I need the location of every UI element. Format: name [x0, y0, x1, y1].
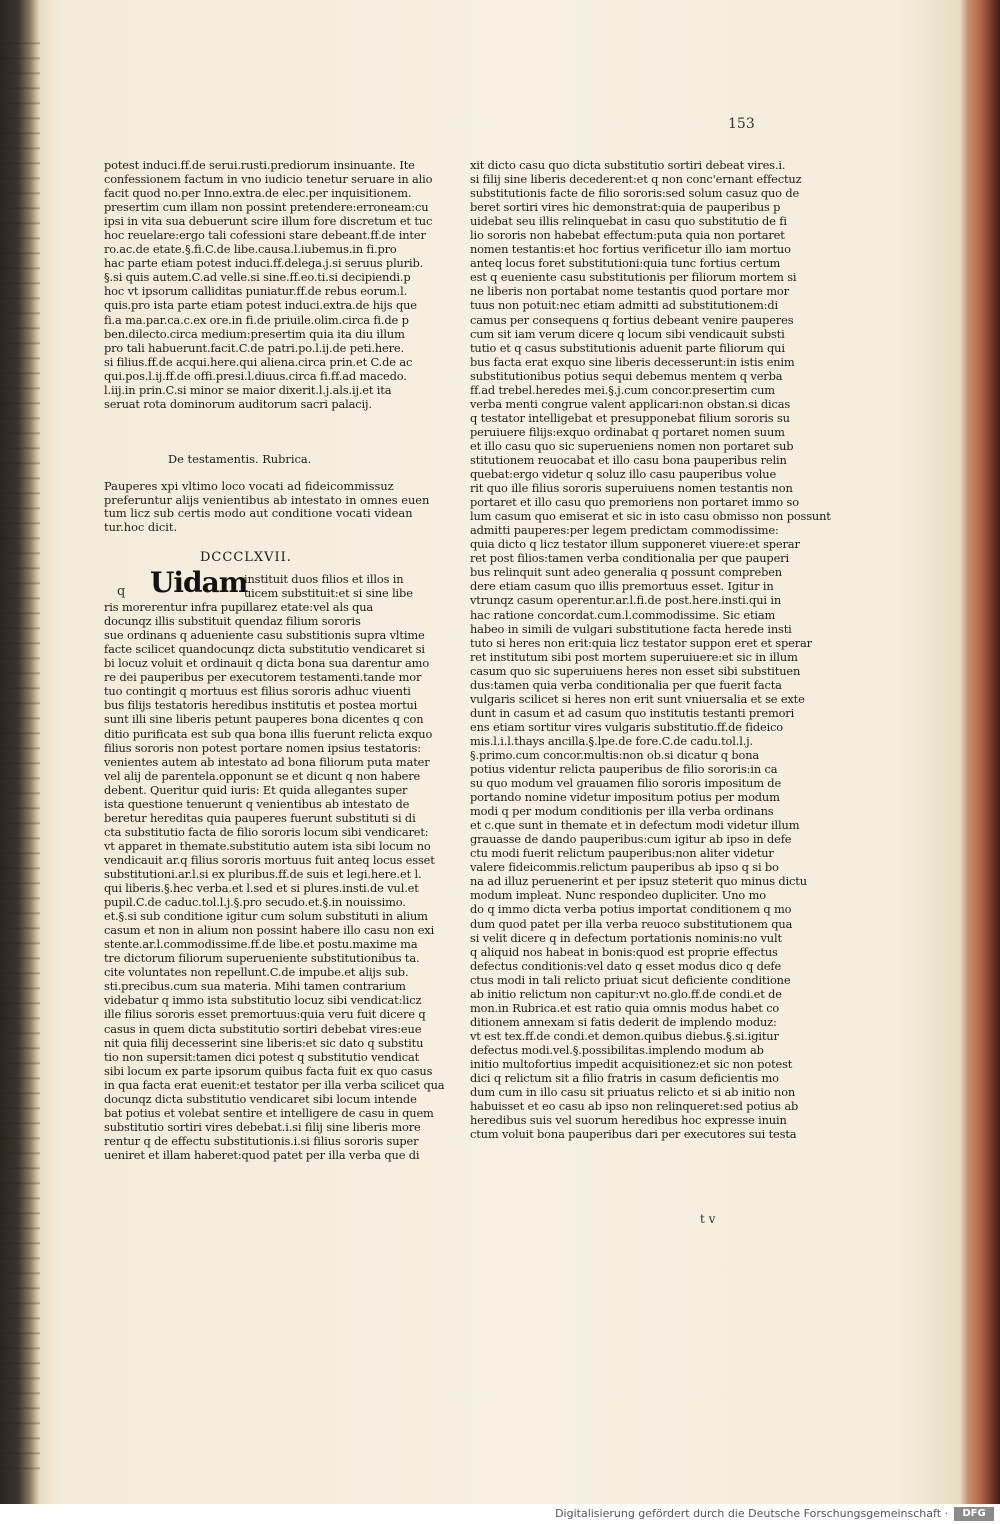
text-line: tuo contingit q mortuus est filius sororis adhuc viuenti [104, 684, 411, 699]
text-line: rit quo ille filius sororis superuiuens nomen testantis non [470, 481, 793, 496]
text-line: hac parte etiam potest induci.ff.delega.j.si seruus plurib. [104, 256, 424, 271]
text-line: mon.in Rubrica.et est ratio quia omnis modus habet co [470, 1000, 780, 1015]
text-line: vulgaris scilicet si heres non erit sunt vniuersalia et se exte [470, 691, 805, 706]
text-line: do q immo dicta verba potius importat conditionem q mo [470, 902, 792, 917]
text-line: nomen testantis:et hoc fortius verificetur illo iam mortuo [470, 242, 791, 257]
text-line: uidebat seu illis relinquebat in casu quo substitutio de fi [470, 214, 787, 229]
text-line: q testator intelligebat et presupponebat filium sororis su [470, 410, 790, 425]
text-line: quia dicto q licz testator illum supponeret viuere:et sperar [470, 537, 800, 552]
text-line: qui.pos.l.ij.ff.de offi.presi.l.diuus.circa fi.ff.ad macedo. [104, 368, 407, 383]
text-line: si velit dicere q in defectum portationis nominis:no vult [470, 930, 782, 945]
text-line: fi.a ma.par.ca.c.ex ore.in fi.de priuile.olim.circa fi.de p [104, 312, 409, 327]
text-line: portando nomine videtur impositum potius per modum [470, 790, 780, 805]
text-line: ditio purificata est sub qua bona illis fuerunt relicta exquo [104, 726, 433, 741]
text-line: casum quo sic superuiuens heres non esset sibi substituen [470, 663, 801, 678]
text-line: ret post filios:tamen verba conditionalia per que pauperi [470, 551, 789, 566]
text-line: valere fideicommis.relictum pauperibus ab ipso q si bo [470, 860, 779, 875]
text-line: seruat rota dominorum auditorum sacri palacij. [104, 396, 372, 411]
text-line: quebat:ergo videtur q soluz illo casu pauperibus volue [470, 467, 777, 482]
text-line: peruiuere filijs:exquo ordinabat q portaret nomen suum [470, 424, 785, 439]
text-line: sunt illi sine liberis petunt pauperes bona dicentes q con [104, 712, 424, 727]
text-line: tuto si heres non erit:quia licz testator suppon eret et sperar [470, 635, 812, 650]
text-line: bi locuz voluit et ordinauit q dicta bona sua darentur amo [104, 656, 430, 671]
text-line: bus facta erat exquo sine liberis decesserunt:in istis enim [470, 354, 795, 369]
text-line: stitutionem reuocabat et illo casu bona pauperibus relin [470, 452, 787, 467]
text-line: facit quod no.per Inno.extra.de elec.per inquisitionem. [104, 186, 412, 201]
text-line: pupil.C.de caduc.tol.l.j.§.pro secudo.et.§.in nouissimo. [104, 895, 406, 910]
text-line: vtrunqz casum operentur.ar.l.fi.de post.here.insti.qui in [470, 593, 782, 608]
summary-line: tur.hoc dicit. [104, 519, 178, 534]
text-line: sue ordinans q adueniente casu substitionis supra vltime [104, 628, 425, 643]
text-line: tuus non potuit:nec etiam admitti ad substitutionem:di [470, 298, 778, 313]
text-line: docunqz illis substituit quendaz filium sororis [104, 614, 361, 629]
quire-signature: t v [700, 1212, 716, 1226]
text-line: ens etiam sortitur vires vulgaris substitutio.ff.de fideico [470, 719, 784, 734]
text-line: stente.ar.l.commodissime.ff.de libe.et postu.maxime ma [104, 937, 418, 952]
text-line: ueniret et illam haberet:quod patet per illa verba que di [104, 1147, 420, 1162]
text-line: admitti pauperes:per legem predictam commodissime: [470, 523, 779, 538]
text-line: substitutionis facte de filio sororis:sed solum casuz quo de [470, 186, 800, 201]
text-line: cta substitutio facta de filio sororis locum sibi vendicaret: [104, 824, 429, 839]
text-line: defectus conditionis:vel dato q esset modus dico q defe [470, 958, 782, 973]
text-line: ipsi in vita sua debuerunt scire illum fore discretum et tuc [104, 214, 433, 229]
footer-bar [0, 1504, 1000, 1524]
text-line: §.primo.cum concor.multis:non ob.si dicatur q bona [470, 747, 760, 762]
text-line: ff.ad trebel.heredes mei.§.j.cum concor.presertim cum [470, 382, 775, 397]
text-line: na ad illuz peruenerint et per ipsuz steterit quo minus dictu [470, 874, 807, 889]
text-line: substitutio sortiri vires debebat.i.si filij sine liberis more [104, 1119, 421, 1134]
text-line: substitutioni.ar.l.si ex pluribus.ff.de suis et legi.here.et l. [104, 866, 422, 881]
text-line: dere etiam casum quo illis premortuus esset. Igitur in [470, 579, 774, 594]
text-line: defectus modi.vel.§.possibilitas.implendo modum ab [470, 1042, 764, 1057]
text-line: potest induci.ff.de serui.rusti.prediorum insinuante. Ite [104, 158, 415, 172]
text-line: hoc reuelare:ergo tali cofessioni stare debeant.ff.de inter [104, 228, 426, 243]
text-line: ris morerentur infra pupillarez etate:vel als qua [104, 600, 374, 615]
text-line: l.iij.in prin.C.si minor se maior dixerit.l.j.als.ij.et ita [104, 382, 392, 397]
text-line: venientes autem ab intestato ad bona filiorum puta mater [104, 754, 430, 769]
text-line: instituit duos filios et illos in [244, 572, 404, 586]
text-line: ben.dilecto.circa medium:presertim quia ita diu illum [104, 326, 405, 341]
text-line: pro tali habuerunt.facit.C.de patri.po.l.ij.de peti.here. [104, 340, 404, 355]
text-line: verba menti congrue valent applicari:non obstan.si dicas [470, 396, 791, 411]
text-line: §.si quis autem.C.ad velle.si sine.ff.eo.ti.si decipiendi.p [104, 270, 411, 285]
text-line: presertim cum illam non possint pretendere:erroneam:cu [104, 200, 429, 215]
text-line: rentur q de effectu substitutionis.i.si filius sororis super [104, 1133, 419, 1148]
right-column [470, 158, 831, 1142]
text-line: camus per consequens q fortius debeant venire pauperes [470, 312, 794, 327]
text-line: habeo in simili de vulgari substitutione facta herede insti [470, 621, 792, 636]
text-line: et c.que sunt in themate et in defectum modi videtur illum [470, 818, 800, 833]
text-line: bus relinquit sunt adeo generalia q possunt compreben [470, 565, 782, 580]
text-line: quis.pro ista parte etiam potest induci.extra.de hijs que [104, 298, 417, 313]
text-line: ne liberis non portabat nome testantis quod portare mor [470, 284, 789, 299]
text-line: casus in quem dicta substitutio sortiri debebat vires:eue [104, 1021, 422, 1036]
case-summary [104, 479, 430, 534]
text-line: portaret et illo casu quo premoriens non portaret immo so [470, 495, 799, 510]
text-line: qui liberis.§.hec verba.et l.sed et si plures.insti.de vul.et [104, 881, 419, 896]
text-line: bus filijs testatoris heredibus institutis et postea mortui [104, 698, 418, 713]
text-line: ditionem annexam si fatis dederit de implendo moduz: [470, 1014, 777, 1029]
rubric-heading: De testamentis. Rubrica. [168, 452, 312, 466]
text-line: est q eueniente casu substitutionis per filiorum mortem si [470, 270, 797, 285]
text-line: ret institutum sibi post mortem superuiuere:et sic in illum [470, 649, 798, 664]
text-line: in qua facta erat euenit:et testator per illa verba scilicet qua [104, 1077, 445, 1092]
text-line: anteq locus foret substitutioni:quia tunc fortius certum [470, 256, 781, 271]
text-line: dici q relictum sit a filio fratris in casum deficientis mo [470, 1071, 779, 1086]
text-line: re dei pauperibus per executorem testamenti.tande mor [104, 670, 422, 685]
text-line: vel alij de parentela.opponunt se et dicunt q non habere [104, 768, 421, 783]
text-line: ille filius sororis esset premortuus:quia veru fuit dicere q [104, 1007, 426, 1022]
text-line: tre dictorum filiorum superueniente substitutionibus ta. [104, 951, 420, 966]
text-line: beret sortiri vires hic demonstrat:quia de pauperibus p [470, 200, 781, 215]
text-line: ctus modi in tali relicto priuat sicut deficiente conditione [470, 972, 791, 987]
text-line: ctum voluit bona pauperibus dari per executores sui testa [470, 1127, 797, 1142]
text-line: sibi locum ex parte ipsorum quibus facta fuit ex quo casus [104, 1063, 433, 1078]
text-line: docunqz dicta substitutio vendicaret sibi locum intende [104, 1091, 417, 1106]
text-line: sti.precibus.cum sua materia. Mihi tamen contrarium [104, 979, 406, 994]
text-line: lio sororis non habebat effectum:puta quia non portaret [470, 228, 785, 243]
text-line: confessionem factum in vno iudicio tenetur seruare in alio [104, 172, 433, 187]
text-line: ctu modi fuerit relictum pauperibus:non aliter videtur [470, 846, 774, 861]
text-line: substitutionibus potius sequi debemus mentem q verba [470, 368, 783, 383]
text-line: modi q per modum conditionis per illa verba ordinans [470, 804, 774, 819]
text-line: ista questione tenuerunt q venientibus ab intestato de [104, 796, 410, 811]
text-line: nit quia filij decesserint sine liberis:et sic dato q substitu [104, 1035, 424, 1050]
text-line: debent. Queritur quid iuris: Et quida allegantes super [104, 782, 408, 797]
text-line: videbatur q immo ista substitutio locuz sibi vendicat:licz [104, 993, 422, 1008]
text-line: tio non supersit:tamen dici potest q substitutio vendicat [104, 1049, 420, 1064]
left-column-body [104, 572, 445, 1162]
text-line: casum et non in alium non possint habere illo casu non exi [104, 923, 435, 938]
text-line: ab initio relictum non capitur:vt no.glo.ff.de condi.et de [470, 986, 782, 1001]
text-line: filius sororis non potest portare nomen ipsius testatoris: [104, 740, 421, 755]
text-line: vt est tex.ff.de condi.et demon.quibus diebus.§.si.igitur [470, 1028, 779, 1043]
text-line: cum sit iam verum dicere q locum sibi vendicauit substi [470, 326, 785, 341]
text-line: vt apparet in themate.substitutio autem ista sibi locum no [104, 838, 431, 853]
text-line: q aliquid nos habeat in bonis:quod est proprie effectus [470, 944, 778, 959]
text-line: heredibus suis vel suorum heredibus hoc expresse inuin [470, 1113, 787, 1128]
text-line: su quo modum vel grauamen filio sororis impositum de [470, 776, 782, 791]
text-line: et.§.si sub conditione igitur cum solum substituti in alium [104, 909, 428, 924]
text-line: ro.ac.de etate.§.fi.C.de libe.causa.l.iubemus.in fi.pro [104, 242, 397, 257]
text-line: dus:tamen quia verba conditionalia per que fuerit facta [470, 677, 782, 692]
text-line: beretur hereditas quia pauperes fuerunt substituti si di [104, 810, 416, 825]
text-line: habuisset et eo casu ab ipso non relinqueret:sed potius ab [470, 1099, 799, 1114]
text-line: lum casum quo emiserat et sic in isto casu obmisso non possunt [470, 509, 831, 524]
decorated-initial-word: Uidam [150, 566, 248, 599]
text-line: hac ratione concordat.cum.l.commodissime. Sic etiam [470, 607, 776, 622]
text-line: si filij sine liberis decederent:et q non conc'ernant effectuz [470, 172, 802, 187]
footer-credit: Digitalisierung gefördert durch die Deutsche Forschungsgemeinschaft · [555, 1507, 948, 1520]
page-number: 153 [728, 116, 755, 132]
text-line: modum impleat. Nunc respondeo dupliciter. Uno mo [470, 888, 766, 903]
text-line: tutio et q casus substitutionis aduenit parte filiorum qui [470, 340, 785, 355]
summary-line: tum licz sub certis modo aut conditione vocati videan [104, 506, 413, 521]
dfg-logo: DFG [954, 1507, 994, 1521]
summary-line: Pauperes xpi vltimo loco vocati ad fideicommissuz [104, 479, 394, 493]
text-line: mis.l.i.l.thays ancilla.§.lpe.de fore.C.de cadu.tol.l.j. [470, 733, 754, 748]
text-line: potius videntur relicta pauperibus de filio sororis:in ca [470, 762, 778, 777]
guide-letter: q [117, 584, 126, 599]
text-line: xit dicto casu quo dicta substitutio sortiri debeat vires.i. [470, 158, 786, 172]
text-line: si filius.ff.de acqui.here.qui aliena.circa prin.et C.de ac [104, 354, 413, 369]
text-line: uicem substituit:et si sine libe [244, 586, 413, 601]
text-line: dunt in casum et ad casum quo institutis testanti premori [470, 705, 795, 720]
summary-line: preferuntur alijs venientibus ab intestato in omnes euen [104, 492, 430, 507]
text-line: dum cum in illo casu sit priuatus relicto et si ab initio non [470, 1085, 796, 1100]
text-line: bat potius et volebat sentire et intelligere de casu in quem [104, 1105, 434, 1120]
text-line: grauasse de dando pauperibus:cum igitur ab ipso in defe [470, 832, 792, 847]
text-line: hoc vt ipsorum calliditas puniatur.ff.de rebus eorum.l. [104, 284, 408, 299]
text-line: initio multofortius impedit acquisitionez:et sic non potest [470, 1057, 793, 1071]
text-line: vendicauit ar.q filius sororis mortuus fuit anteq locus esset [104, 852, 435, 867]
facing-page-edge [0, 30, 40, 1470]
text-line: cite voluntates non repellunt.C.de impube.et alijs sub. [104, 965, 409, 980]
left-column-top [104, 158, 433, 411]
text-line: facte scilicet quandocunqz dicta substitutio vendicaret si [104, 642, 425, 657]
case-number: DCCCLXVII. [200, 550, 292, 565]
text-line: et illo casu quo sic superueniens nomen non portaret sub [470, 438, 794, 453]
text-line: dum quod patet per illa verba reuoco substitutionem qua [470, 916, 793, 931]
